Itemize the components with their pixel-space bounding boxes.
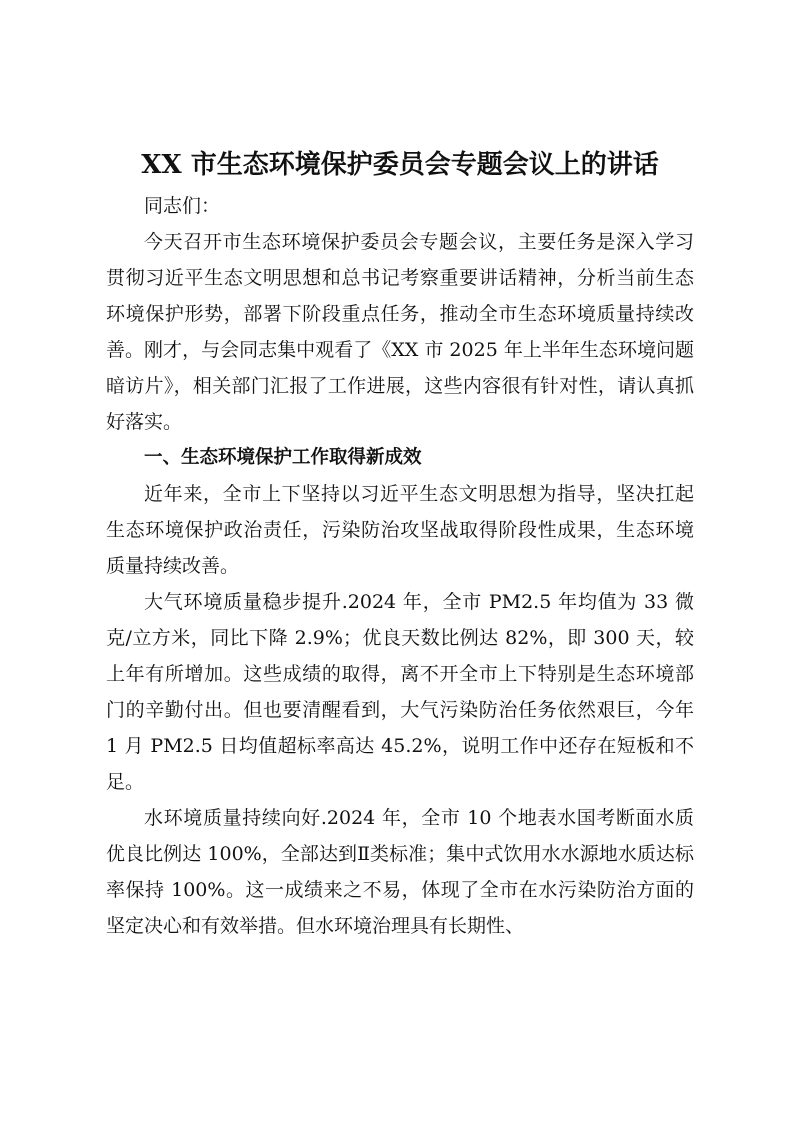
- section-paragraph-air: 大气环境质量稳步提升.2024 年，全市 PM2.5 年均值为 33 微克/立方米，同比下降 2.9%；优良天数比例达 82%，即 300 天，较上年有所增加。这些成绩的取得，离不开全市上下特别是生态环境部门的辛勤付出。但也要清醒看到，大气污染防治任务依然艰巨，今年 1 月 PM2.5 日均值超标率高达 45.2%，说明工作中还存在短板和不足。: [106, 591, 694, 793]
- intro-paragraph: 今天召开市生态环境保护委员会专题会议，主要任务是深入学习贯彻习近平生态文明思想和总书记考察重要讲话精神，分析当前生态环境保护形势，部署下阶段重点任务，推动全市生态环境质量持续改善。刚才，与会同志集中观看了《XX 市 2025 年上半年生态环境问题暗访片》，相关部门汇报了工作进展，这些内容很有针对性，请认真抓好落实。: [106, 231, 694, 433]
- section-paragraph-overview: 近年来，全市上下坚持以习近平生态文明思想为指导，坚决扛起生态环境保护政治责任，污染防治攻坚战取得阶段性成果，生态环境质量持续改善。: [106, 483, 694, 577]
- document-title: XX 市生态环境保护委员会专题会议上的讲话: [141, 150, 659, 180]
- section-paragraph-water: 水环境质量持续向好.2024 年，全市 10 个地表水国考断面水质优良比例达 100%，全部达到Ⅱ类标准；集中式饮用水水源地水质达标率保持 100%。这一成绩来之不易，体现了全市在水污染防治方面的坚定决心和有效举措。但水环境治理具有长期性、: [106, 807, 694, 937]
- salutation: 同志们：: [144, 195, 221, 217]
- section-heading: 一、生态环境保护工作取得新成效: [144, 447, 422, 468]
- document-body: [106, 142, 694, 944]
